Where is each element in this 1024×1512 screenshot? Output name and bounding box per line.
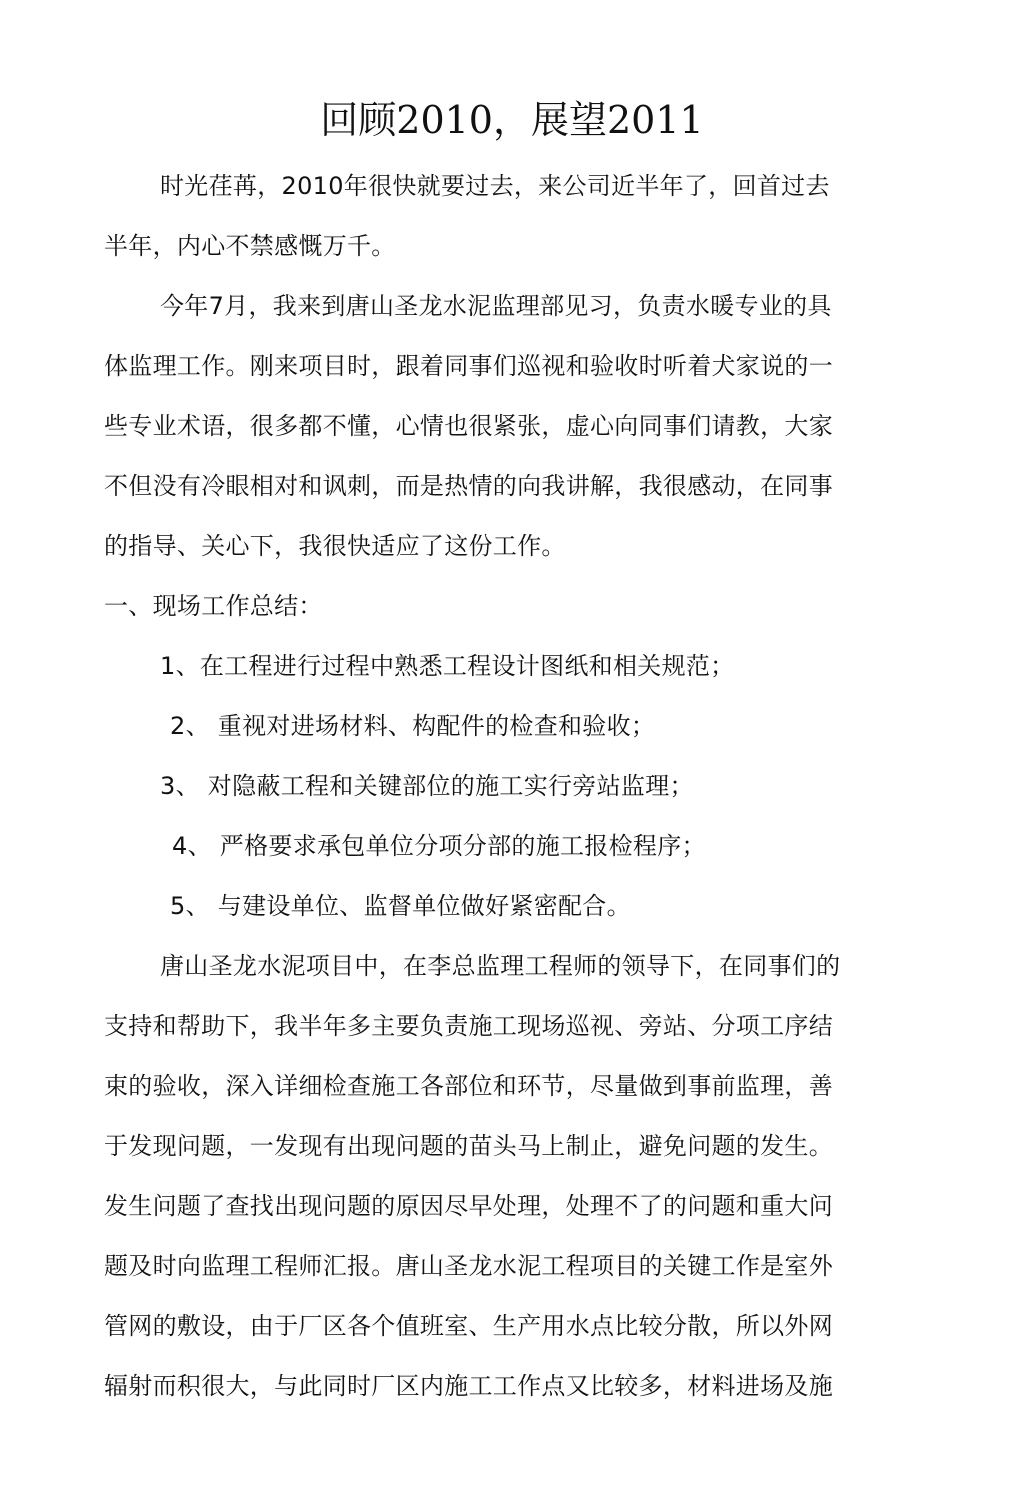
paragraph-line: 题及时向监理工程师汇报。唐山圣龙水泥工程项目的关键工作是室外 (104, 1252, 833, 1280)
paragraph-line: 束的验收，深入详细检查施工各部位和环节，尽量做到事前监理，善 (104, 1072, 833, 1100)
paragraph-line: 时光荏苒，2010年很快就要过去，来公司近半年了，回首过去 (160, 172, 830, 200)
paragraph-line: 支持和帮助下，我半年多主要负责施工现场巡视、旁站、分项工序结 (104, 1012, 833, 1040)
paragraph-line: 今年7月，我来到唐山圣龙水泥监理部见习，负责水暖专业的具 (160, 292, 832, 320)
paragraph-line: 管网的敷设，由于厂区各个值班室、生产用水点比较分散，所以外网 (104, 1312, 833, 1340)
paragraph-line: 体监理工作。刚来项目时，跟着同事们巡视和验收时听着犬家说的一 (104, 352, 833, 380)
list-item: 3、 对隐蔽工程和关键部位的施工实行旁站监理； (160, 772, 694, 800)
list-item: 1、在工程进行过程中熟悉工程设计图纸和相关规范； (160, 652, 735, 680)
paragraph-line: 发生问题了查找出现问题的原因尽早处理，处理不了的问题和重大问 (104, 1192, 833, 1220)
paragraph-line: 辐射而积很大，与此同时厂区内施工工作点又比较多，材料进场及施 (104, 1372, 833, 1400)
document-title: 回顾2010，展望2011 (320, 98, 704, 142)
section-heading: 一、现场工作总结： (104, 592, 323, 620)
paragraph-line: 半年，内心不禁感慨万千。 (104, 232, 396, 260)
paragraph-line: 些专业术语，很多都不懂，心情也很紧张，虚心向同事们请教，大家 (104, 412, 833, 440)
list-item: 2、 重视对进场材料、构配件的检查和验收； (170, 712, 656, 740)
paragraph-line: 于发现问题，一发现有出现问题的苗头马上制止，避免问题的发生。 (104, 1132, 833, 1160)
paragraph-line: 唐山圣龙水泥项目中，在李总监理工程师的领导下，在同事们的 (160, 952, 841, 980)
list-item: 5、 与建设单位、监督单位做好紧密配合。 (170, 892, 631, 920)
paragraph-line: 不但没有冷眼相对和讽刺，而是热情的向我讲解，我很感动，在同事 (104, 472, 833, 500)
paragraph-line: 的指导、关心下，我很快适应了这份工作。 (104, 532, 566, 560)
list-item: 4、 严格要求承包单位分项分部的施工报检程序； (172, 832, 706, 860)
